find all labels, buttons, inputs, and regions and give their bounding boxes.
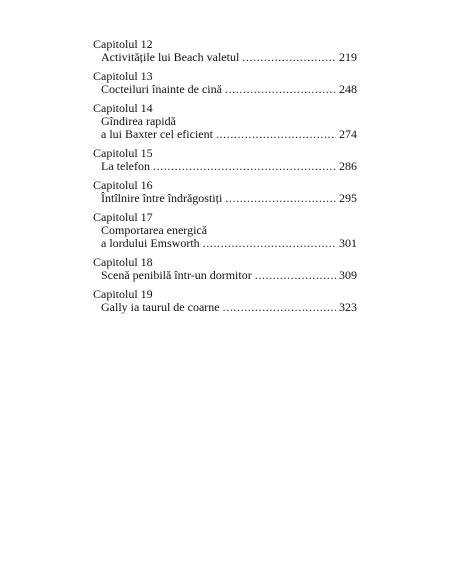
chapter-title: Întîlnire între îndrăgostiți [101,191,223,205]
toc-entry-chapter-17 [93,211,357,250]
chapter-title: Activitățile lui Beach valetul [101,50,240,64]
chapter-title-row [93,192,357,205]
chapter-label: Capitolul 13 [93,69,153,83]
dot-leader [153,160,336,173]
toc-entry-chapter-19 [93,288,357,314]
toc-entry-chapter-18 [93,256,357,282]
chapter-label: Capitolul 16 [93,178,153,192]
dot-leader [203,237,336,250]
chapter-label: Capitolul 12 [93,37,153,51]
chapter-title-line-2: a lordului Emsworth [101,236,200,250]
chapter-label: Capitolul 17 [93,210,153,224]
dot-leader [216,128,336,141]
chapter-title-line-1: Gîndirea rapidă [101,114,176,128]
page-number: 309 [339,268,357,282]
dot-leader [255,269,336,282]
dot-leader [223,301,336,314]
dot-leader [242,51,336,64]
page-number: 295 [339,191,357,205]
chapter-label: Capitolul 14 [93,101,153,115]
page-number: 274 [339,127,357,141]
chapter-title-line-2: a lui Baxter cel eficient [101,127,213,141]
chapter-title-row [93,301,357,314]
chapter-title-row [93,128,357,141]
chapter-title-row [93,237,357,250]
toc-entry-chapter-15 [93,147,357,173]
chapter-title-row [93,269,357,282]
chapter-label: Capitolul 19 [93,287,153,301]
chapter-label: Capitolul 18 [93,255,153,269]
toc-entry-chapter-13 [93,70,357,96]
page-number: 301 [339,236,357,250]
chapter-title-line-1: Comportarea energică [101,223,208,237]
toc-entry-chapter-16 [93,179,357,205]
chapter-title: Scenă penibilă într-un dormitor [101,268,252,282]
dot-leader [225,83,336,96]
toc-entry-chapter-14 [93,102,357,141]
chapter-title-row [93,160,357,173]
page-number: 219 [339,50,357,64]
dot-leader [225,192,336,205]
chapter-label: Capitolul 15 [93,146,153,160]
chapter-title: Gally ia taurul de coarne [101,300,220,314]
table-of-contents [93,38,357,320]
page-number: 248 [339,82,357,96]
page-number: 286 [339,159,357,173]
chapter-title: Cocteiluri înainte de cină [101,82,222,96]
toc-entry-chapter-12 [93,38,357,64]
chapter-title-row [93,83,357,96]
page-number: 323 [339,300,357,314]
chapter-title-row [93,51,357,64]
chapter-title: La telefon [101,159,150,173]
